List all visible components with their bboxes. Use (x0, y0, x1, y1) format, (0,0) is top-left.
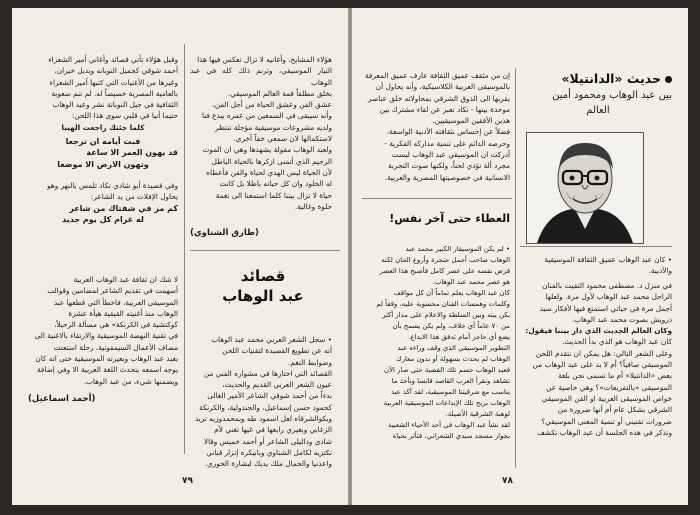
text-line: تكتزيه لكامل الشناوي وبابيكره إنزار قباني (206, 447, 332, 457)
text-line: أحمد شوقي كجميل النوبانه وبديل خيران، (54, 66, 178, 76)
text-line: فضلاً عن إحساس بثقافته الأدبية الواسعة، (386, 127, 510, 137)
photo-caption (520, 254, 672, 277)
right-page (352, 8, 688, 505)
text-line: القصائد التي اختارها في مشواره الفني من (203, 368, 332, 378)
caption-line: • كان عبد الوهاب عميق الثقافة الموسيقية (544, 255, 672, 264)
text-line: • لم يكن الموسيقار الكبير محمد عبد (405, 245, 510, 253)
text-line: وعلى الشعر التالي: هل يمكن ان نتقدم اللحن (535, 348, 672, 358)
text-line: وكلمات وهمسات الفنان محسوبة عليه، وفقاً لم (376, 300, 510, 308)
text-line: لأن الحياة ليس الهدي لحياة والفن فأعطاه (206, 167, 332, 177)
column-divider (184, 44, 185, 454)
text-line: التيار الموسيقي، وترنم ذلك كله في عبد الوهاب (190, 66, 332, 87)
page-number: ٧٩ (182, 476, 193, 486)
text-line: أجمل مرة في حياتي استمتع فيها لأفكار سيد (539, 303, 672, 313)
text-line: بدءاً من أحمد شوقي الشاعر الأمير الغالى (207, 391, 332, 401)
text-line: يقربها الى الذوق الشرقي بمحاولاته خلق عناصر (367, 93, 510, 103)
text-line: في منزل د. مصطفى محمود التقيت بالفنان (542, 281, 672, 290)
text-line: كوكتشية في الكرنكة» هي مسألة الرحيلاً، (54, 320, 178, 330)
left-page-right-column-top (190, 54, 332, 212)
text-line: بالموسيقى العربية الكلاسيكية، وأنه يحاول أن (375, 82, 510, 92)
text-line: هو عصر محمد عبد الوهاب. (432, 278, 510, 286)
title-line: بين عبد الوهاب ومحمود أمين (552, 90, 672, 101)
text-line: خواص الموسيقى العربية او الفن الموسيقي (541, 393, 672, 403)
text-line: الزغابي وبغيري رابعها في غيها تغني لأم (214, 425, 332, 435)
text-line: وكان العالم الجديث الذي دار بيننا فيقول: (525, 326, 672, 336)
article-heading: قصائد عبد الوهاب (222, 267, 304, 305)
text-line: ولعبد الوهاب مقولة يشهدها وهي ان الموت (202, 145, 332, 155)
text-line: عشق الفن وعشق الحياة من أجل الفن، (212, 100, 332, 110)
text-line: الرحيم الذي أتمنى ازكرها بالحياة الباطل (211, 156, 332, 166)
text-line: وفي قصيدة أبو شادي نكاد تلمس بالنهر وهو (47, 180, 178, 190)
left-page-left-column (28, 54, 178, 225)
text-line: كحمود حسن إسماعيل، والجندولية، والكرنكة (199, 402, 332, 412)
text-line: يناسب مع شرقيتنا الموسيقية، لقد أكد عبد (390, 388, 510, 396)
text-line: فعبد الوهاب حسم تلك القضية حتى صار الآن (384, 366, 510, 374)
section-divider (362, 198, 512, 199)
left-page-right-column-lower (190, 334, 332, 470)
title-line (524, 70, 672, 88)
text-line: يوجه اسمعه يتحدث اللغة العربية الا وفي إضافة (36, 365, 178, 375)
text-line: وقبل هؤلاء تأتي قصائد وأغاني أمير الشعراء (48, 55, 178, 64)
text-line: هؤلاء المشايخ، وأغانيه لا تزال تعكس فيها هذا (197, 55, 332, 64)
text-line: الشرقي بشكل عام أم أنها ضرورة من (557, 405, 672, 415)
verse-line: فبت أيامه ان ترجعا (65, 137, 141, 147)
text-line: الوهاب صاحب أجمل حنجرة وأروع الحان لكنه (381, 256, 510, 264)
text-line: التطوير الموسيقي الذي وقف وراءه عبد (397, 344, 510, 352)
right-page-right-column (520, 280, 672, 438)
text-line: فرض نفسه على عصر كامل فأصبح هذا العصر (379, 267, 510, 275)
text-line: يكن يبته وبين السلطة والاعلام على مدار أكثر (382, 311, 510, 319)
text-line: بخلق مطلقاً قمة العالم الموسيقي. (227, 88, 332, 98)
right-page-left-column-bottom (362, 244, 510, 442)
text-line: بعبد عبد الوهاب وبعيرته الموسيقية حتى انه كان (35, 354, 178, 364)
verse-line: وتهون الارض الا موضعا (57, 159, 149, 169)
text-line: تشاهد ونقرأ العرب القاصد فانسا ونأخذ ما (391, 377, 510, 385)
text-line: بجوار مسجد سيدي الشعراني، فتأثر بحياة (392, 432, 510, 440)
caption-divider (520, 246, 672, 247)
text-line: له الخلود وان كل حياته باطلا بل كانت (219, 179, 332, 189)
text-line: أنه عن تطويع القصيدة لتقنيات اللحن (222, 346, 332, 356)
text-line: بالعامية المصرية خصيصاً له. لم تنم سعوية (51, 88, 178, 98)
text-line: واعدنيا والجمال ملك يديك لبشارة الخوري. (204, 459, 332, 469)
section-divider (190, 250, 340, 251)
column-divider (515, 68, 516, 468)
text-line: الثقافية في جيل النوبانة نشر وعيد الوهاب (52, 100, 178, 110)
text-line: لوهبة الشرقية الأصيلة. (445, 410, 510, 418)
text-line: ضرورات تقنيني أو تنمية المعنى الموسيقي؟ (541, 416, 672, 426)
portrait-illustration (527, 133, 643, 243)
text-line: وأنه سيبقى في السمعين من عمره يبدع فنا (201, 111, 332, 121)
text-line: يضع أي حاجز أمام تدفق هذا الابداع. (408, 333, 510, 341)
text-line: لا شك ان ثقافة عبد الوهاب العربية (73, 275, 178, 284)
text-line: وتذكر في هذه الجلسة أن عبد الوهاب تكشف (537, 427, 672, 437)
text-line: مصاف الأعمال السيمفونية، رحلة استعنت (53, 342, 178, 352)
text-line: شادى وداليلى الشاعر أو أحمد خميس وقالا (203, 436, 332, 446)
text-line: وضوابط النغم. (288, 357, 332, 367)
text-line: موحدة بينها - نكاد تعبر عن لقاء مشترك بين (379, 104, 510, 114)
verse-line: كم مر في شفتاك من شاعر (69, 203, 178, 213)
text-line: ولديه مشروعات موسيقية مؤجلة تنتظر (215, 122, 332, 132)
section-subheading: العطاء حتى آخر نفس! (389, 212, 510, 225)
text-line: الوهاب منذ أغنيته القيقية هيأة عشرة (68, 308, 178, 318)
text-line: الموسيقى «بالتفريعات»؟ وهي خاصية عن (546, 382, 672, 392)
left-page-left-column-lower (28, 274, 178, 387)
text-line: الوهاب بربح تلك الإبداعات الموسيقية العربية (383, 399, 510, 407)
title-text: حديث «الدانتيلا» (561, 71, 661, 86)
text-line: كان عبد الوهاب هو الذي بدأ الحديث. (562, 337, 672, 347)
text-line: إن من مثقف عميق الثقافة عارف عميق المعرفة (364, 71, 510, 80)
text-line: وبكوالشرقاه لعل اسمود طه وبمحمدوزيه تزيد (194, 414, 332, 424)
article-title (524, 70, 672, 118)
bullet-icon (665, 76, 672, 83)
text-line: من ٧٠ عاماً أي خلاف، ولم يكن يسمح بأن (392, 322, 510, 330)
text-line: بعض «الدانتيلا» أم ما تسمى نحن بلغة (558, 371, 672, 381)
signature-ahmed: (أحمد اسماعيل) (28, 394, 96, 404)
text-line: لقد نشأ عبد الوهاب في أحد الأحياء الشعبية (388, 421, 510, 429)
left-page (12, 8, 348, 505)
text-line: مجرد ألة تؤدي لحناً، ولكنها صوت التجربة (388, 161, 510, 171)
text-line: لاستكمالها لان سمعي خفاً أخرى. (233, 134, 332, 144)
text-line: حتيما أنيا في قلبي سوى هذا اللحن: (71, 111, 178, 121)
text-line: هذين الأفقين الموسيقيين. (432, 116, 510, 126)
portrait-photo (526, 132, 644, 244)
text-line: حياة لا تزال بيننا كلما استمعنا الى نغمة (215, 190, 332, 200)
text-line: عيون الشعر العربي القديم والحديث، (222, 380, 332, 390)
right-page-left-column-top (362, 70, 510, 183)
text-line: وحرصه الدائم على تنمية مداركه الفكرية - (384, 138, 510, 148)
text-line: درويش بصوت محمد عبد الوهاب. (571, 314, 672, 324)
text-line: الوهاب لم يحدث بسهولة أو بدون معارك (396, 355, 510, 363)
text-line: أدركت ان الموسيقي عبد الوهاب ليست (391, 150, 510, 160)
caption-line: والأدبية. (648, 266, 672, 276)
text-line: الراحل محمد عبد الوهاب لأول مرة. ولعلها (545, 292, 672, 302)
text-line: كان عبد الوهاب يعلم تماماً أن كل مواقف (393, 289, 510, 297)
text-line: الموسيقى العربية، فاخطأ التي قطعها عبد (53, 297, 178, 307)
verse-line: قد يهون العمر الا ساعة (86, 148, 178, 158)
text-line: أسهمت في تقديم الشاعر لمضامين وقوالب (47, 286, 178, 296)
verse-line: له غرام كل يوم جديد (62, 214, 144, 224)
title-line: العالم (586, 105, 610, 116)
text-line: وغيرها من الأغنيات التي كتبها أمير الشعراء (49, 77, 178, 87)
text-line: • سجل الشعر العربي محمد عبد الوهاب (211, 335, 332, 344)
text-line: ويضمنها شيء، من عبد الوهاب. (83, 376, 178, 386)
text-line: في تقنية النهضة الموسيقية والارتقاء بالاغنية الى (34, 331, 178, 341)
signature-tarek: (طارق الشناوي) (190, 228, 259, 238)
text-line: كلما جئتك راجعت الهيبا (61, 122, 145, 132)
text-line: يحاول الإفلات من يد الشاعر: (90, 192, 178, 202)
text-line: حلوة وغالية. (294, 201, 332, 211)
text-line: الانسانية في خصوصيتها المصرية والعربية. (384, 172, 510, 182)
text-line: الموسيقي صافياً؟ أم لا بد على عبد الوهاب من (532, 360, 672, 370)
page-number: ٧٨ (502, 476, 513, 486)
